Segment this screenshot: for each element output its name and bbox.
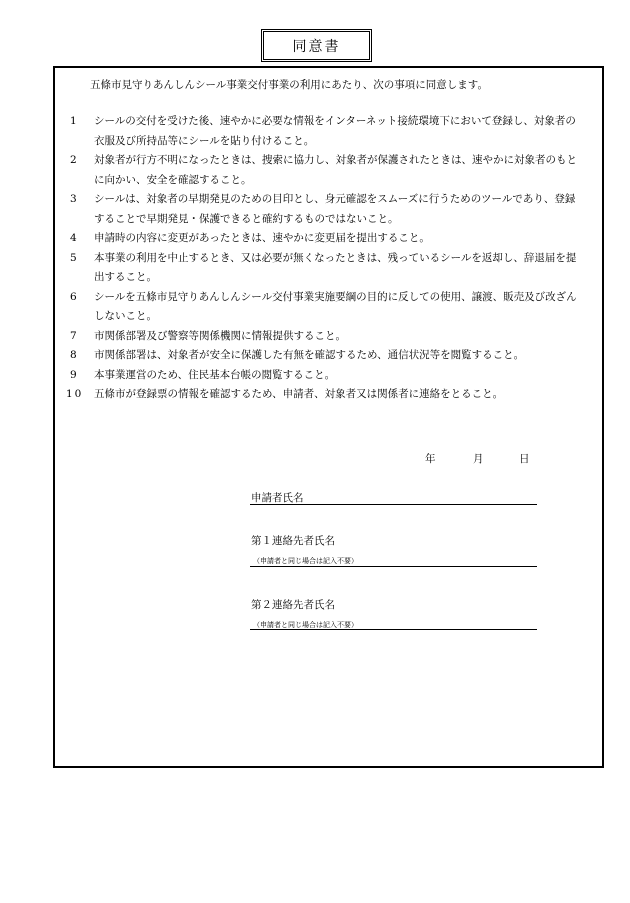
consent-item-text: 申請時の内容に変更があったときは、速やかに変更届を提出すること。 [94, 232, 430, 244]
consent-items [66, 112, 585, 405]
consent-item [70, 190, 585, 229]
consent-item [70, 151, 585, 190]
consent-item-text: 対象者が行方不明になったときは、捜索に協力し、対象者が保護されたときは、速やかに対象者のもとに向かい、安全を確認すること。 [94, 154, 577, 186]
date-day: 日 [519, 453, 530, 465]
consent-item-number: 1 [70, 115, 77, 127]
consent-item [70, 229, 585, 249]
contact2-name-label: 第２連絡先者氏名 [251, 599, 335, 611]
consent-item-number: 3 [70, 193, 77, 205]
consent-item [70, 366, 585, 386]
consent-item-text: 本事業の利用を中止するとき、又は必要が無くなったときは、残っているシールを返却し、辞退届を提出すること。 [94, 251, 577, 283]
contact2-note: （申請者と同じ場合は記入不要） [253, 621, 358, 629]
consent-item-text: シールは、対象者の早期発見のための目印とし、身元確認をスムーズに行うためのツールであり、登録することで早期発見・保護できると確約するものではないこと。 [94, 193, 576, 225]
applicant-name-label: 申請者氏名 [251, 492, 304, 504]
consent-item [70, 346, 585, 366]
consent-item-number: 5 [70, 251, 77, 264]
consent-item [70, 112, 585, 151]
applicant-name-field[interactable] [250, 504, 537, 505]
consent-item-text: 市関係部署は、対象者が安全に保護した有無を確認するため、通信状況等を閲覧すること。 [94, 349, 525, 361]
contact2-name-field[interactable] [250, 629, 537, 630]
consent-item-number: 4 [70, 232, 77, 244]
consent-item-number: 2 [70, 154, 77, 166]
consent-item-number: 10 [66, 388, 84, 400]
consent-item [70, 288, 585, 327]
consent-item-text: シールの交付を受けた後、速やかに必要な情報をインターネット接続環境下において登録し、対象者の衣服及び所持品等にシールを貼り付けること。 [94, 115, 576, 147]
consent-item-text: 五條市が登録票の情報を確認するため、申請者、対象者又は関係者に連絡をとること。 [94, 388, 504, 400]
consent-item [70, 249, 585, 288]
contact1-name-field[interactable] [250, 566, 537, 567]
contact1-name-label: 第１連絡先者氏名 [251, 535, 335, 547]
consent-item-number: 9 [70, 368, 77, 381]
consent-item-number: 6 [70, 290, 77, 303]
consent-item-text: 本事業運営のため、住民基本台帳の閲覧すること。 [94, 368, 336, 381]
intro-text: 五條市見守りあんしんシール事業交付事業の利用にあたり、次の事項に同意します。 [90, 79, 488, 91]
document-title-text: 同意書 [292, 38, 341, 55]
document-title [261, 29, 372, 62]
consent-item-text: シールを五條市見守りあんしんシール交付事業実施要綱の目的に反しての使用、譲渡、販売及び改ざんしないこと。 [94, 290, 577, 322]
consent-item-number: 7 [70, 329, 77, 342]
date-month: 月 [473, 453, 484, 465]
consent-item [70, 327, 585, 347]
consent-item [66, 385, 585, 405]
contact1-note: （申請者と同じ場合は記入不要） [253, 557, 358, 565]
date-year: 年 [425, 453, 436, 465]
consent-item-number: 8 [70, 349, 77, 361]
consent-item-text: 市関係部署及び警察等関係機関に情報提供すること。 [94, 329, 346, 342]
